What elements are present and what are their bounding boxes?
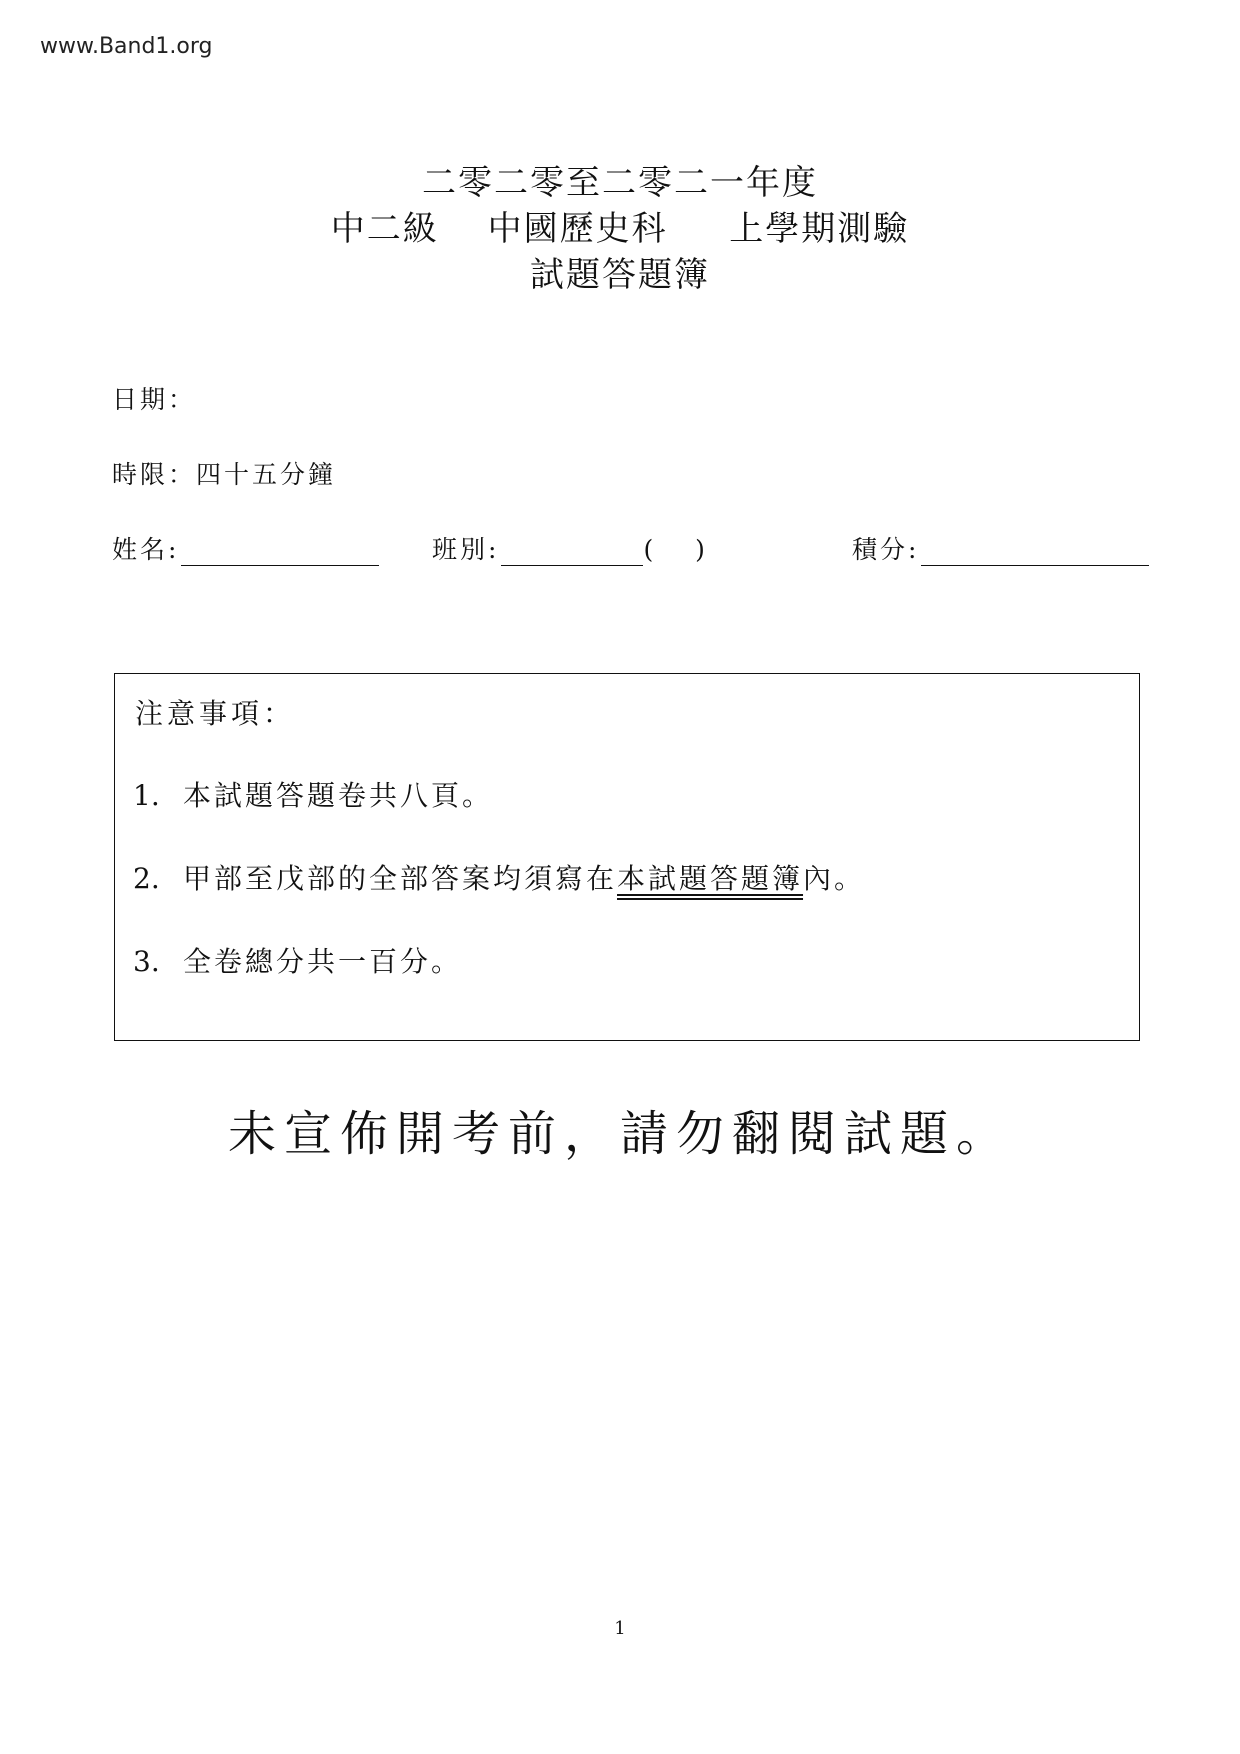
notice-item (133, 774, 493, 814)
notice-item-number: 1. (133, 779, 160, 812)
class-field (432, 530, 708, 566)
page-number: 1 (614, 1618, 626, 1639)
notice-item-text-end: 內。 (803, 862, 866, 895)
notice-item-emphasis: 本試題答題簿 (617, 862, 804, 895)
notice-item-text: 甲部至戊部的全部答案均須寫在 (183, 862, 618, 895)
name-blank-line[interactable] (181, 541, 379, 566)
class-blank-line[interactable] (501, 541, 643, 566)
notice-item-number: 2. (133, 862, 160, 895)
time-limit-field (112, 455, 336, 491)
score-label: 積分: (852, 535, 920, 564)
class-number-paren: ( ) (643, 535, 708, 564)
date-field (112, 380, 196, 416)
booklet-title: 試題答題簿 (530, 255, 710, 295)
notice-title: 注意事項： (135, 697, 296, 730)
class-label: 班別: (432, 535, 500, 564)
score-field (852, 530, 1149, 566)
notice-item (133, 940, 462, 980)
exam-warning: 未宣佈開考前，請勿翻閱試題。 (227, 1106, 1012, 1162)
date-label: 日期： (112, 385, 197, 414)
school-year-title: 二零二零至二零二一年度 (422, 163, 818, 203)
site-watermark: www.Band1.org (40, 34, 213, 59)
name-field (112, 530, 379, 566)
name-label: 姓名: (112, 535, 180, 564)
score-blank-line[interactable] (921, 541, 1149, 566)
time-limit-value: 四十五分鐘 (196, 460, 337, 489)
notice-item-text: 全卷總分共一百分。 (183, 945, 463, 978)
notice-item-text: 本試題答題卷共八頁。 (183, 779, 494, 812)
exam-title-block (0, 160, 1240, 298)
exam-subject-title: 中二級 中國歷史科 上學期測驗 (330, 209, 910, 249)
notice-item-number: 3. (133, 945, 160, 978)
notice-item (133, 857, 865, 897)
notice-box (114, 673, 1140, 1041)
time-limit-label: 時限： (112, 460, 197, 489)
